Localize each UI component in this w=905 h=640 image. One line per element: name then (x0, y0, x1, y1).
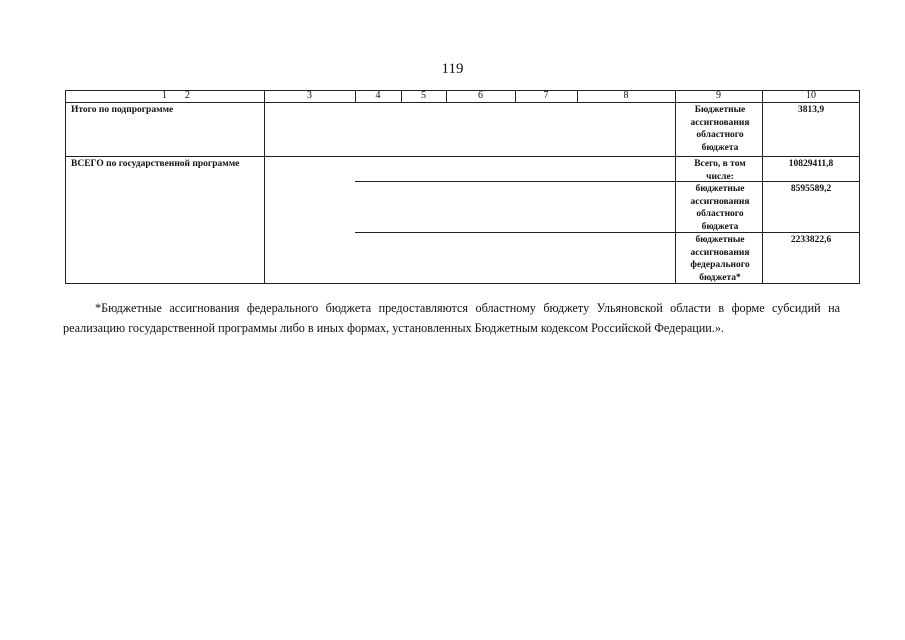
column-header-4: 4 (375, 90, 381, 101)
column-header-9: 9 (716, 90, 721, 101)
federal-funding-source: бюджетные ассигнования федерального бюджета* (690, 235, 750, 283)
subprogram-funding-source: Бюджетные ассигнования областного бюджета (690, 105, 750, 153)
footnote-text: *Бюджетные ассигнования федерального бюджета предоставляются областному бюджету Ульяновской области в форме субсидий на реализацию государственной программы либо в иных формах, установленных Бюджетным кодексом Российской Федерации.». (63, 301, 840, 335)
column-header-5: 5 (421, 90, 426, 101)
subprogram-amount: 3813,9 (797, 105, 825, 115)
program-total-label: ВСЕГО по государственной программе (71, 159, 240, 169)
total-amount: 10829411,8 (788, 159, 834, 169)
column-header-3: 3 (307, 90, 312, 101)
total-funding-source: Всего, в том числе: (694, 159, 746, 182)
page-number: 119 (441, 61, 464, 77)
subprogram-total-label: Итого по подпрограмме (71, 105, 174, 115)
budget-table (65, 90, 860, 284)
regional-funding-source: бюджетные ассигнования областного бюджета (690, 184, 750, 232)
column-header-2: 2 (185, 90, 190, 101)
column-header-10: 10 (806, 90, 816, 101)
column-header-6: 6 (478, 90, 483, 101)
column-header-8: 8 (623, 90, 629, 101)
federal-amount: 2233822,6 (790, 235, 832, 245)
column-header-7: 7 (543, 90, 549, 101)
footnote (63, 298, 840, 338)
column-header-1: 1 (162, 90, 167, 101)
regional-amount: 8595589,2 (790, 184, 832, 194)
